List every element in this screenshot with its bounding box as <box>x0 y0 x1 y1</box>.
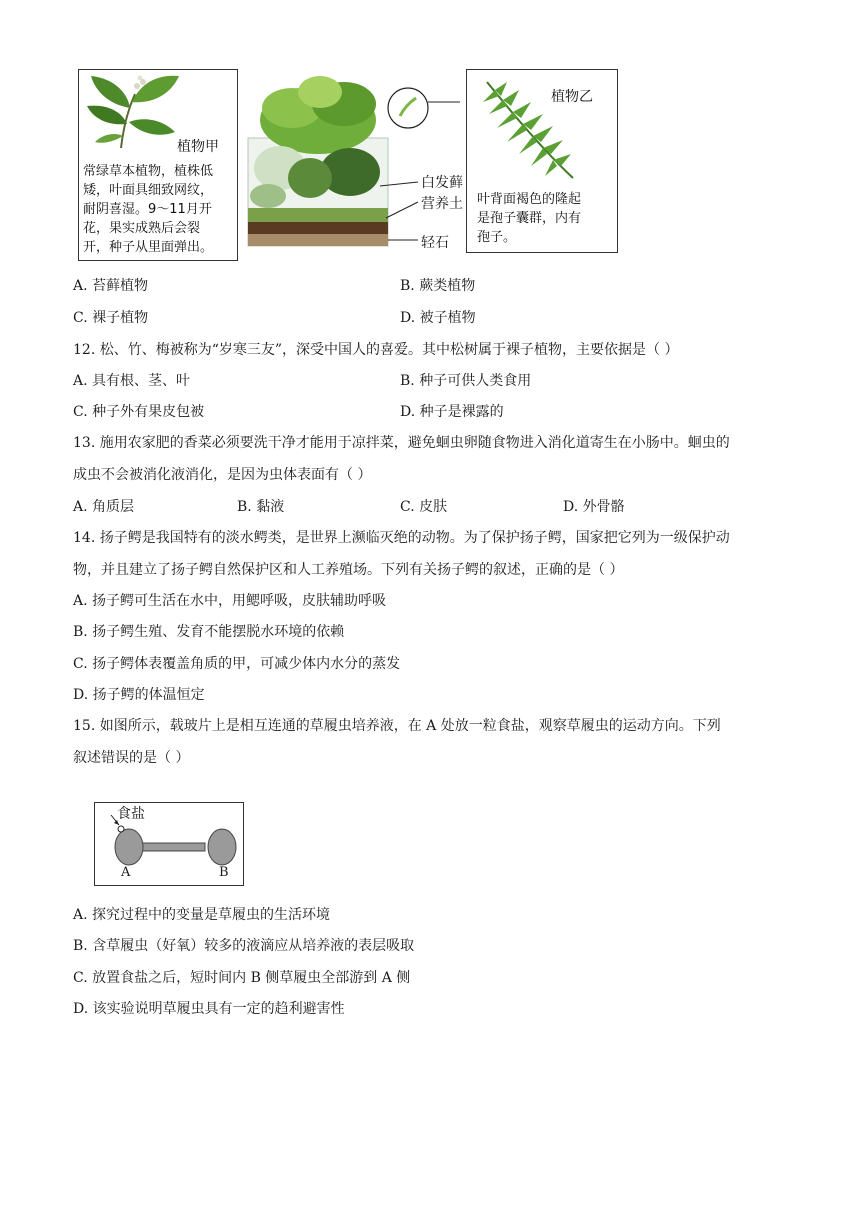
slide-figure <box>94 802 244 886</box>
q14-stem-line1: 14. 扬子鳄是我国特有的淡水鳄类，是世界上濒临灭绝的动物。为了保护扬子鳄，国家把它列为一级保护动 <box>73 530 730 546</box>
q13-option-d: D. 外骨骼 <box>563 499 625 515</box>
q14-option-a: A. 扬子鳄可生活在水中，用鳃呼吸，皮肤辅助呼吸 <box>73 593 387 609</box>
q11-option-c: C. 裸子植物 <box>73 310 149 326</box>
plant-a-illustration <box>83 72 183 150</box>
q11-option-d: D. 被子植物 <box>400 310 476 326</box>
plant-a-description <box>83 162 235 257</box>
plant-a-desc-line: 常绿草本植物，植株低 <box>83 164 214 179</box>
q13-option-c: C. 皮肤 <box>400 499 448 515</box>
layer-label-soil: 营养土 <box>421 196 463 212</box>
q13-option-b: B. 黏液 <box>237 499 285 515</box>
q11-option-b: B. 蕨类植物 <box>400 278 476 294</box>
terrarium-illustration <box>240 68 460 258</box>
salt-label: 食盐 <box>117 806 145 822</box>
q15-option-a: A. 探究过程中的变量是草履虫的生活环境 <box>73 907 331 923</box>
plant-a-label: 植物甲 <box>177 139 219 155</box>
plant-b-description <box>477 190 617 247</box>
q14-option-b: B. 扬子鳄生殖、发育不能摆脱水环境的依赖 <box>73 624 345 640</box>
plant-b-box <box>466 69 618 253</box>
q15-stem-line1: 15. 如图所示，载玻片上是相互连通的草履虫培养液，在 A 处放一粒食盐，观察草履虫的运动方向。下列 <box>73 718 721 734</box>
plant-b-desc-line: 叶背面褐色的隆起 <box>477 192 582 207</box>
plant-b-desc-line: 是孢子囊群，内有 <box>477 211 582 226</box>
plant-a-desc-line: 矮，叶面具细致网纹， <box>83 183 214 198</box>
point-b-label: B <box>219 865 229 880</box>
q15-option-b: B. 含草履虫（好氧）较多的液滴应从培养液的表层吸取 <box>73 938 415 954</box>
layer-label-moss: 白发藓 <box>421 175 463 191</box>
plant-b-label: 植物乙 <box>551 89 593 105</box>
q12-option-b: B. 种子可供人类食用 <box>400 373 532 389</box>
q13-option-a: A. 角质层 <box>73 499 135 515</box>
q13-stem-line2: 成虫不会被消化液消化，是因为虫体表面有（ ） <box>73 467 372 483</box>
q12-option-c: C. 种子外有果皮包被 <box>73 404 205 420</box>
q13-stem-line1: 13. 施用农家肥的香菜必须要洗干净才能用于凉拌菜，避免蛔虫卵随食物进入消化道寄生在小肠中。蛔虫的 <box>73 435 730 451</box>
layer-label-pumice: 轻石 <box>421 235 449 251</box>
plant-a-desc-line: 花，果实成熟后会裂 <box>83 221 201 236</box>
q15-stem-line2: 叙述错误的是（ ） <box>73 750 190 766</box>
plant-a-box <box>78 69 238 261</box>
q12-option-a: A. 具有根、茎、叶 <box>73 373 191 389</box>
q11-option-a: A. 苔藓植物 <box>73 278 149 294</box>
point-a-label: A <box>121 865 131 880</box>
plant-a-desc-line: 开，种子从里面弹出。 <box>83 240 214 255</box>
q14-option-c: C. 扬子鳄体表覆盖角质的甲，可减少体内水分的蒸发 <box>73 656 401 672</box>
q14-stem-line2: 物，并且建立了扬子鳄自然保护区和人工养殖场。下列有关扬子鳄的叙述，正确的是（ ） <box>73 562 624 578</box>
q15-option-c: C. 放置食盐之后，短时间内 B 侧草履虫全部游到 A 侧 <box>73 970 411 986</box>
q12-stem: 12. 松、竹、梅被称为“岁寒三友”，深受中国人的喜爱。其中松树属于裸子植物，主要依据是（ ） <box>73 342 679 358</box>
plant-b-desc-line: 孢子。 <box>477 230 517 245</box>
plant-a-desc-line: 耐阴喜湿。9～11月开 <box>83 202 212 217</box>
q15-option-d: D. 该实验说明草履虫具有一定的趋利避害性 <box>73 1001 345 1017</box>
q12-option-d: D. 种子是裸露的 <box>400 404 504 420</box>
q14-option-d: D. 扬子鳄的体温恒定 <box>73 687 205 703</box>
